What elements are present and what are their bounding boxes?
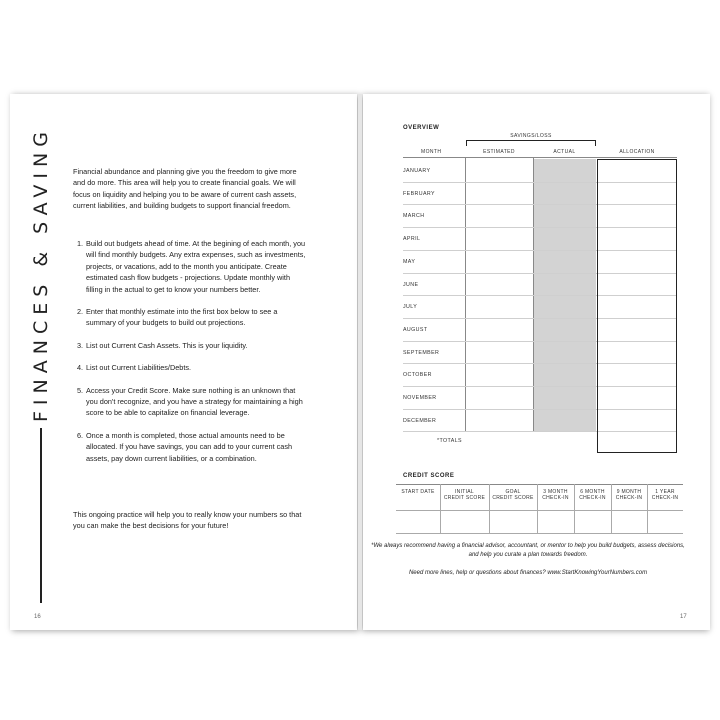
allocation-box xyxy=(597,159,677,453)
step-text: List out Current Cash Assets. This is your liquidity. xyxy=(86,340,248,350)
credit-col-line1: INITIAL xyxy=(454,489,475,495)
month-label: DECEMBER xyxy=(403,417,437,424)
step-item xyxy=(77,306,307,329)
step-text: List out Current Liabilities/Debts. xyxy=(86,363,192,373)
header-rule xyxy=(403,157,677,158)
credit-col-line1: 9 MONTH xyxy=(616,489,642,495)
credit-col-header xyxy=(574,489,611,501)
step-item xyxy=(77,430,307,464)
credit-col-header xyxy=(489,489,537,501)
credit-header-rule xyxy=(396,510,683,511)
step-item xyxy=(77,362,307,373)
overview-label: OVERVIEW xyxy=(403,125,440,131)
side-rule xyxy=(40,428,42,603)
step-text: Access your Credit Score. Make sure nothing is an unknown that you don't recognize, and you have a strategy for maintaining a high score to be able to capitalize on financial leverage. xyxy=(86,385,303,418)
month-label: JUNE xyxy=(403,281,419,288)
credit-col-header xyxy=(440,489,489,501)
credit-col-line1: 1 YEAR xyxy=(655,489,675,495)
credit-col-line1: GOAL xyxy=(505,489,521,495)
step-item xyxy=(77,340,307,351)
month-label: NOVEMBER xyxy=(403,395,437,401)
intro-text: Financial abundance and planning give you the freedom to give more and do more. This area will help you to create financial goals. We will focus on liquidity and helping you to be aware of current cash assets, current liabilities, and building budgets to support financial freedom. xyxy=(73,167,297,211)
step-text: Enter that monthly estimate into the first box below to see a summary of your budgets to build out projections. xyxy=(86,307,278,328)
col-month: MONTH xyxy=(421,149,442,155)
credit-col-header xyxy=(611,489,647,501)
steps-list xyxy=(77,238,307,475)
credit-col-divider xyxy=(440,484,441,533)
savings-loss-bracket xyxy=(466,140,596,146)
credit-col-header xyxy=(647,489,683,501)
help-note: Need more lines, help or questions about finances? www.StartKnowingYourNumbers.com xyxy=(408,570,648,576)
month-label: FEBRUARY xyxy=(403,190,435,197)
credit-col-line1: START DATE xyxy=(401,489,435,495)
totals-label: *TOTALS xyxy=(437,438,462,444)
credit-col-divider xyxy=(611,484,612,533)
credit-col-line2: CHECK-IN xyxy=(579,495,606,501)
month-label: JULY xyxy=(403,304,418,311)
savings-loss-label: SAVINGS/LOSS xyxy=(510,133,552,139)
col-allocation: ALLOCATION xyxy=(619,149,655,155)
step-number: 6. xyxy=(77,430,84,440)
step-item xyxy=(77,385,307,419)
credit-col-line1: 6 MONTH xyxy=(580,489,605,495)
book-spine xyxy=(358,94,362,630)
month-label: SEPTEMBER xyxy=(403,349,440,356)
step-number: 3. xyxy=(77,340,84,350)
side-title: FINANCES & SAVING xyxy=(30,126,52,422)
step-item xyxy=(77,238,307,295)
credit-col-line2: CHECK-IN xyxy=(615,495,643,501)
step-text: Build out budgets ahead of time. At the begining of each month, you will find monthly budgets. Any extra expenses, such as investments, projects, or vacations, add to the month you anticipate. Create estimated cash flow budgets - projections. Update monthly with filling in the actual to get to know your numbers better. xyxy=(86,239,306,294)
month-label: AUGUST xyxy=(403,326,428,333)
credit-score-label: CREDIT SCORE xyxy=(403,473,455,479)
month-label: MARCH xyxy=(403,213,425,220)
step-number: 4. xyxy=(77,363,84,373)
step-number: 5. xyxy=(77,385,84,395)
credit-col-line2: CREDIT SCORE xyxy=(492,495,534,501)
closing-paragraph: This ongoing practice will help you to really know your numbers so that you can make the best decisions for your future! xyxy=(73,510,302,531)
page-number-left: 16 xyxy=(34,614,41,620)
page-number-right: 17 xyxy=(680,614,687,620)
month-label: OCTOBER xyxy=(403,372,432,379)
month-label: APRIL xyxy=(403,236,421,243)
credit-col-line2: CHECK-IN xyxy=(651,495,679,501)
credit-col-line2: CHECK-IN xyxy=(542,495,569,501)
credit-col-divider xyxy=(647,484,648,533)
month-label: MAY xyxy=(403,258,416,265)
step-number: 1. xyxy=(77,239,84,248)
credit-col-header xyxy=(396,489,440,495)
step-number: 2. xyxy=(77,307,84,317)
grid-divider-actual xyxy=(533,157,534,431)
advisor-note: *We always recommend having a financial advisor, accountant, or mentor to help you build budgets, assess decisions, and help you curate a plan towards freedom. xyxy=(371,543,685,558)
grid-divider-estimated xyxy=(465,157,466,431)
credit-col-line1: 3 MONTH xyxy=(543,489,568,495)
credit-bottom-rule xyxy=(396,533,683,534)
month-label: JANUARY xyxy=(403,168,431,174)
credit-col-divider xyxy=(574,484,575,533)
col-actual: ACTUAL xyxy=(553,149,576,155)
intro-paragraph xyxy=(73,166,305,212)
step-text: Once a month is completed, those actual amounts need to be allocated. If you have savings, you can add to your current cash assets, pay down current liabilities, or a combination. xyxy=(86,430,293,463)
credit-col-header xyxy=(537,489,574,501)
col-estimated: ESTIMATED xyxy=(483,149,515,155)
credit-col-divider xyxy=(489,484,490,533)
credit-col-divider xyxy=(537,484,538,533)
credit-col-line2: CREDIT SCORE xyxy=(443,495,486,501)
